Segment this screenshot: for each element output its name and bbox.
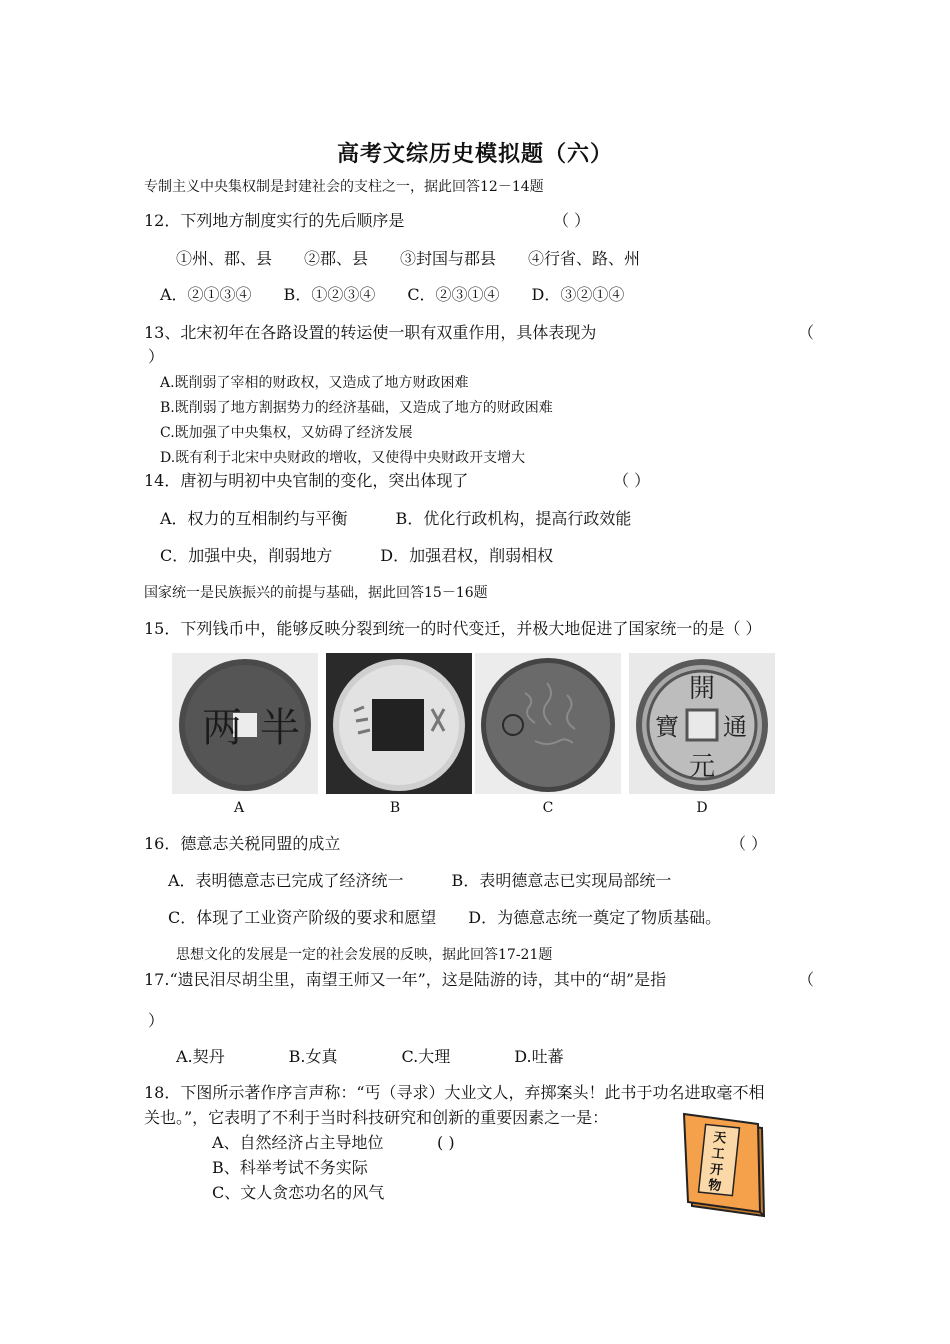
q16-stem: 16．德意志关税同盟的成立 <box>144 834 341 853</box>
coin-image-b <box>326 653 472 794</box>
q18-option-a: A、自然经济占主导地位 <box>212 1133 384 1152</box>
section-intro-1: 专制主义中央集权制是封建社会的支柱之一，据此回答12－14题 <box>144 179 544 195</box>
q17-options: A.契丹 B.女真 C.大理 D.吐蕃 <box>176 1047 564 1066</box>
page-title: 高考文综历史模拟题（六） <box>336 141 613 167</box>
q14-answer-paren: （ ） <box>613 471 651 490</box>
book-image-tiangong-kaiwu <box>678 1112 778 1220</box>
q14-options-cd: C．加强中央，削弱地方 D．加强君权，削弱相权 <box>160 546 554 565</box>
coin-a-char-left: 两 <box>202 705 242 751</box>
coin-d-char-left: 寶 <box>655 713 679 741</box>
q14-options-ab: A．权力的互相制约与平衡 B．优化行政机构，提高行政效能 <box>160 509 632 528</box>
q14-stem: 14．唐初与明初中央官制的变化，突出体现了 <box>144 471 469 490</box>
q17-stem: 17.“遗民泪尽胡尘里，南望王师又一年”，这是陆游的诗，其中的“胡”是指 <box>144 970 667 989</box>
coin-image-d <box>629 653 775 794</box>
coin-label-a: A <box>233 800 245 816</box>
q18-option-b: B、科举考试不务实际 <box>212 1158 368 1177</box>
q12-items: ①州、郡、县 ②郡、县 ③封国与郡县 ④行省、路、州 <box>176 249 641 268</box>
coin-d-char-top: 開 <box>689 674 716 704</box>
coin-d-char-right: 通 <box>723 713 747 741</box>
q13-option-c: C.既加强了中央集权，又妨碍了经济发展 <box>160 425 413 441</box>
q16-options-cd: C．体现了工业资产阶级的要求和愿望 D．为德意志统一奠定了物质基础。 <box>168 908 722 927</box>
coin-a-char-right: 半 <box>260 705 300 751</box>
q12-answer-paren: （ ） <box>553 211 591 230</box>
coin-image-c <box>475 653 621 794</box>
q13-paren-open: （ <box>798 323 815 342</box>
q18-answer-paren: ( ) <box>437 1133 455 1152</box>
q13-option-d: D.既有利于北宋中央财政的增收，又使得中央财政开支增大 <box>160 450 526 466</box>
q13-paren-close: ） <box>148 347 165 366</box>
q12-stem: 12．下列地方制度实行的先后顺序是 <box>144 211 405 230</box>
q13-option-b: B.既削弱了地方割据势力的经济基础，又造成了地方的财政困难 <box>160 400 553 416</box>
coin-label-c: C <box>542 800 554 816</box>
coin-image-a <box>172 653 318 794</box>
book-char-3: 开 <box>709 1162 724 1179</box>
coin-label-d: D <box>696 800 708 816</box>
q13-option-a: A.既削弱了宰相的财政权，又造成了地方财政困难 <box>160 375 469 391</box>
q15-stem: 15．下列钱币中，能够反映分裂到统一的时代变迁，并极大地促进了国家统一的是（ ） <box>144 619 762 638</box>
q13-stem: 13、北宋初年在各路设置的转运使一职有双重作用，具体表现为 <box>144 323 597 342</box>
coin-d-char-bottom: 元 <box>689 752 716 782</box>
q18-stem-line-2: 关也。”，它表明了不利于当时科技研究和创新的重要因素之一是： <box>144 1108 609 1127</box>
section-intro-2: 国家统一是民族振兴的前提与基础，据此回答15－16题 <box>144 585 488 601</box>
book-char-1: 天 <box>712 1130 728 1147</box>
q16-answer-paren: （ ） <box>730 834 768 853</box>
section-intro-3: 思想文化的发展是一定的社会发展的反映，据此回答17-21题 <box>176 947 553 963</box>
q18-stem-line-1: 18．下图所示著作序言声称：“丐（寻求）大业文人，弃掷案头！此书于功名进取毫不相 <box>144 1083 765 1102</box>
q17-paren-close: ） <box>148 1011 165 1030</box>
q17-paren-open: （ <box>798 970 815 989</box>
q12-options: A．②①③④ B．①②③④ C．②③①④ D．③②①④ <box>160 285 625 304</box>
q18-option-c: C、文人贪恋功名的风气 <box>212 1183 385 1202</box>
book-char-4: 物 <box>707 1178 723 1195</box>
book-char-2: 工 <box>710 1146 726 1163</box>
q16-options-ab: A．表明德意志已完成了经济统一 B．表明德意志已实现局部统一 <box>168 871 672 890</box>
coin-label-b: B <box>389 800 401 816</box>
